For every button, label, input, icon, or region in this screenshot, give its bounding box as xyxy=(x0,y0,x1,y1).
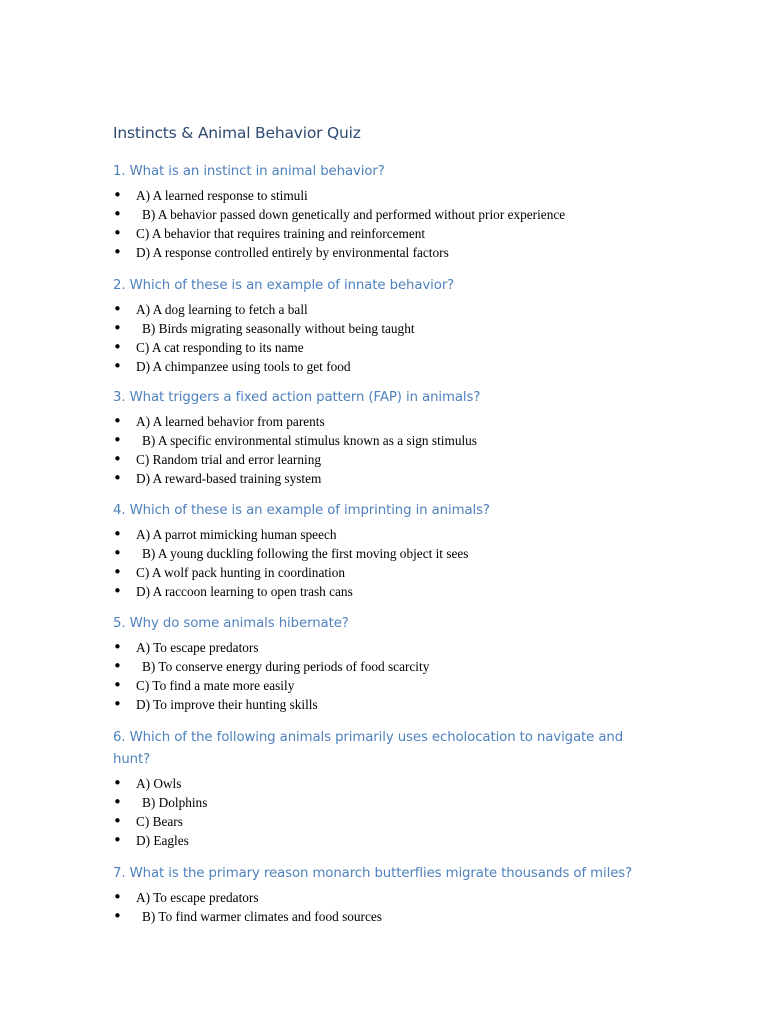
bullet-icon: • xyxy=(113,412,122,430)
bullet-icon: • xyxy=(113,812,122,830)
bullet-icon: • xyxy=(113,300,122,318)
bullet-icon: • xyxy=(113,774,122,792)
option-item xyxy=(113,300,653,319)
option-text: A) To escape predators xyxy=(136,890,259,905)
option-item xyxy=(113,525,653,544)
question-block xyxy=(113,500,653,601)
question-text: 7. What is the primary reason monarch butterflies migrate thousands of miles? xyxy=(113,866,633,881)
option-item xyxy=(113,774,653,793)
bullet-icon: • xyxy=(113,224,122,242)
bullet-icon: • xyxy=(113,563,122,581)
option-item xyxy=(113,544,653,563)
option-text: C) A behavior that requires training and reinforcement xyxy=(136,226,426,241)
bullet-icon: • xyxy=(113,243,122,261)
bullet-icon: • xyxy=(113,888,122,906)
option-item xyxy=(113,657,653,676)
option-text: C) To find a mate more easily xyxy=(136,678,295,693)
question-block xyxy=(113,275,653,376)
question-text: 5. Why do some animals hibernate? xyxy=(113,616,349,631)
option-text: D) To improve their hunting skills xyxy=(136,697,318,712)
option-item xyxy=(113,812,653,831)
bullet-icon: • xyxy=(113,338,122,356)
question-text: 3. What triggers a fixed action pattern (FAP) in animals? xyxy=(113,390,481,405)
question-block xyxy=(113,161,653,262)
question-text: 2. Which of these is an example of innate behavior? xyxy=(113,278,455,293)
bullet-icon: • xyxy=(113,676,122,694)
option-text: B) To conserve energy during periods of food scarcity xyxy=(142,659,430,674)
question-text: 6. Which of the following animals primarily uses echolocation to navigate and hunt? xyxy=(113,730,624,767)
option-item xyxy=(113,582,653,601)
option-item xyxy=(113,676,653,695)
bullet-icon: • xyxy=(113,450,122,468)
bullet-icon: • xyxy=(113,831,122,849)
bullet-icon: • xyxy=(113,469,122,487)
quiz-title: Instincts & Animal Behavior Quiz xyxy=(113,124,361,142)
bullet-icon: • xyxy=(113,657,122,675)
option-text: B) To find warmer climates and food sources xyxy=(142,909,382,924)
question-block xyxy=(113,863,653,926)
bullet-icon: • xyxy=(113,205,122,223)
option-list xyxy=(113,525,653,601)
option-text: B) A behavior passed down genetically and performed without prior experience xyxy=(142,207,566,222)
question-text: 1. What is an instinct in animal behavior? xyxy=(113,164,385,179)
option-list xyxy=(113,186,653,262)
bullet-icon: • xyxy=(113,319,122,337)
bullet-icon: • xyxy=(113,431,122,449)
option-text: D) A chimpanzee using tools to get food xyxy=(136,359,351,374)
option-item xyxy=(113,638,653,657)
question-block xyxy=(113,613,653,714)
option-text: C) A cat responding to its name xyxy=(136,340,304,355)
option-text: B) A specific environmental stimulus known as a sign stimulus xyxy=(142,433,477,448)
option-text: A) A dog learning to fetch a ball xyxy=(136,302,308,317)
option-item xyxy=(113,793,653,812)
bullet-icon: • xyxy=(113,638,122,656)
bullet-icon: • xyxy=(113,544,122,562)
option-text: B) Dolphins xyxy=(142,795,208,810)
option-item xyxy=(113,412,653,431)
option-item xyxy=(113,907,653,926)
bullet-icon: • xyxy=(113,907,122,925)
option-text: D) A raccoon learning to open trash cans xyxy=(136,584,353,599)
option-item xyxy=(113,186,653,205)
option-item xyxy=(113,205,653,224)
bullet-icon: • xyxy=(113,525,122,543)
option-item xyxy=(113,831,653,850)
question-block xyxy=(113,387,653,488)
option-item xyxy=(113,695,653,714)
option-item xyxy=(113,469,653,488)
bullet-icon: • xyxy=(113,186,122,204)
option-list xyxy=(113,300,653,376)
option-list xyxy=(113,774,653,850)
option-text: C) Bears xyxy=(136,814,183,829)
option-text: C) A wolf pack hunting in coordination xyxy=(136,565,346,580)
option-text: B) Birds migrating seasonally without being taught xyxy=(142,321,415,336)
bullet-icon: • xyxy=(113,357,122,375)
option-item xyxy=(113,563,653,582)
option-item xyxy=(113,888,653,907)
option-text: A) A parrot mimicking human speech xyxy=(136,527,337,542)
option-text: A) To escape predators xyxy=(136,640,259,655)
option-text: D) A response controlled entirely by environmental factors xyxy=(136,245,449,260)
option-item xyxy=(113,224,653,243)
option-text: A) A learned behavior from parents xyxy=(136,414,325,429)
option-text: A) A learned response to stimuli xyxy=(136,188,308,203)
option-item xyxy=(113,450,653,469)
option-text: C) Random trial and error learning xyxy=(136,452,321,467)
question-block xyxy=(113,727,653,850)
option-text: B) A young duckling following the first moving object it sees xyxy=(142,546,469,561)
bullet-icon: • xyxy=(113,793,122,811)
option-item xyxy=(113,243,653,262)
bullet-icon: • xyxy=(113,582,122,600)
option-text: A) Owls xyxy=(136,776,182,791)
option-item xyxy=(113,357,653,376)
option-list xyxy=(113,888,653,926)
option-list xyxy=(113,412,653,488)
option-item xyxy=(113,319,653,338)
option-text: D) A reward-based training system xyxy=(136,471,322,486)
question-text: 4. Which of these is an example of imprinting in animals? xyxy=(113,503,490,518)
option-item xyxy=(113,431,653,450)
option-item xyxy=(113,338,653,357)
bullet-icon: • xyxy=(113,695,122,713)
option-list xyxy=(113,638,653,714)
option-text: D) Eagles xyxy=(136,833,189,848)
